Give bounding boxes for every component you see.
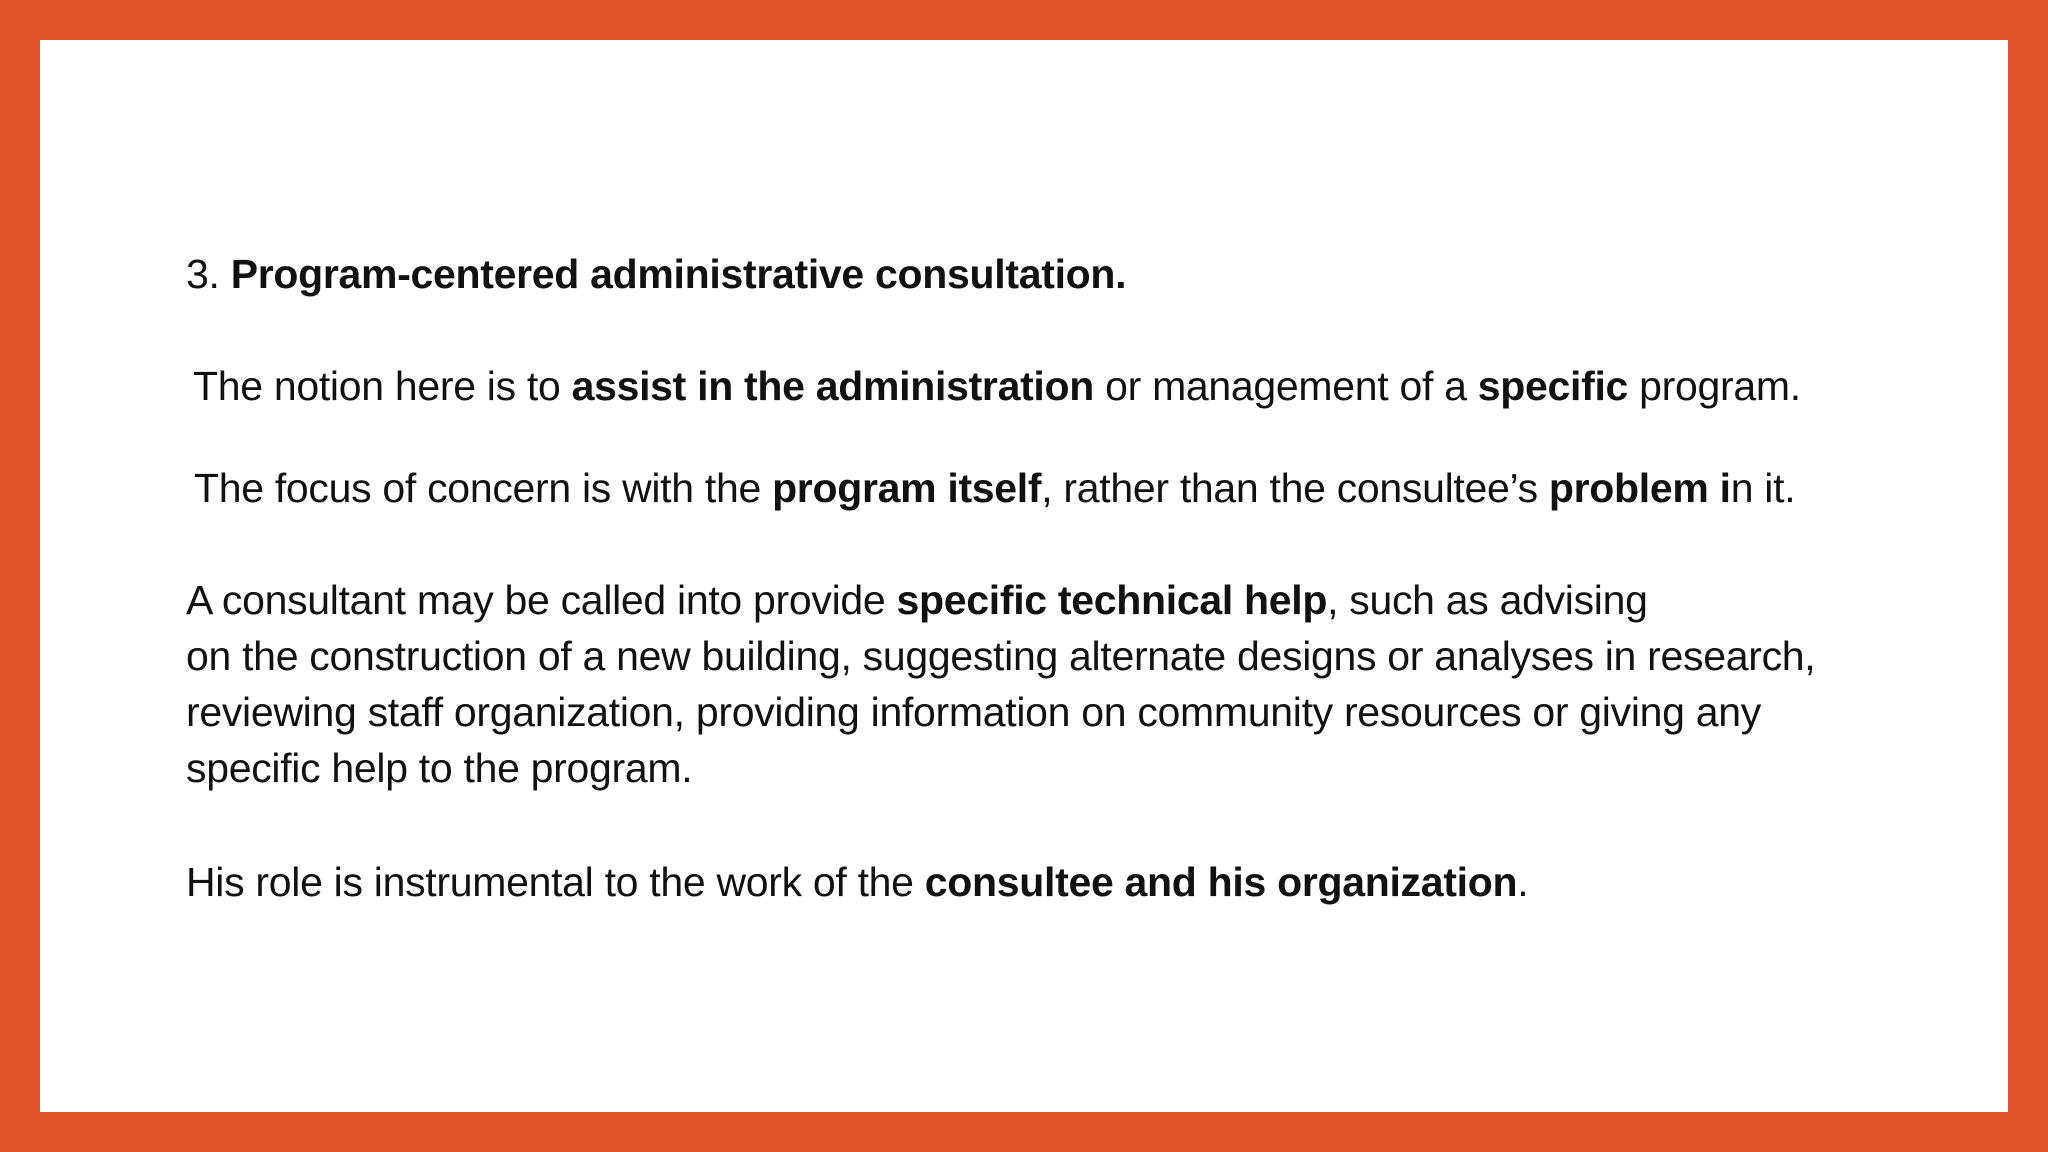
notion-text-1: The notion here is to [193, 363, 572, 409]
focus-text-2: , rather than the consultee’s [1041, 465, 1549, 511]
role-paragraph [186, 854, 1528, 910]
consultant-text-1: A consultant may be called into provide [186, 577, 897, 623]
role-text-2: . [1517, 859, 1529, 905]
heading-number: 3. [186, 251, 231, 297]
slide-heading [186, 246, 1126, 302]
consultant-bold-1: specific technical help [896, 577, 1328, 623]
heading-title: Program-centered administrative consultation. [230, 251, 1127, 297]
notion-text-3: program. [1628, 363, 1801, 409]
notion-paragraph [193, 358, 1801, 414]
consultant-line-2: on the construction of a new building, suggesting alternate designs or analyses in research, [186, 633, 1816, 679]
consultant-line-3: reviewing staff organization, providing information on community resources or giving any [186, 689, 1761, 735]
focus-text-1: The focus of concern is with the [194, 465, 773, 511]
role-text-1: His role is instrumental to the work of the [186, 859, 925, 905]
focus-bold-2: problem i [1548, 465, 1731, 511]
slide [40, 40, 2008, 1112]
focus-text-3: n it. [1730, 465, 1796, 511]
role-bold-1: consultee and his organization [924, 859, 1518, 905]
notion-bold-1: assist in the administration [571, 363, 1095, 409]
focus-paragraph [194, 460, 1795, 516]
consultant-line-4: specific help to the program. [186, 745, 693, 791]
notion-bold-2: specific [1477, 363, 1629, 409]
notion-text-2: or management of a [1094, 363, 1478, 409]
focus-bold-1: program itself [772, 465, 1042, 511]
consultant-line-1 [186, 572, 1946, 628]
consultant-text-2: , such as advising [1327, 577, 1648, 623]
consultant-paragraph [186, 572, 1946, 796]
